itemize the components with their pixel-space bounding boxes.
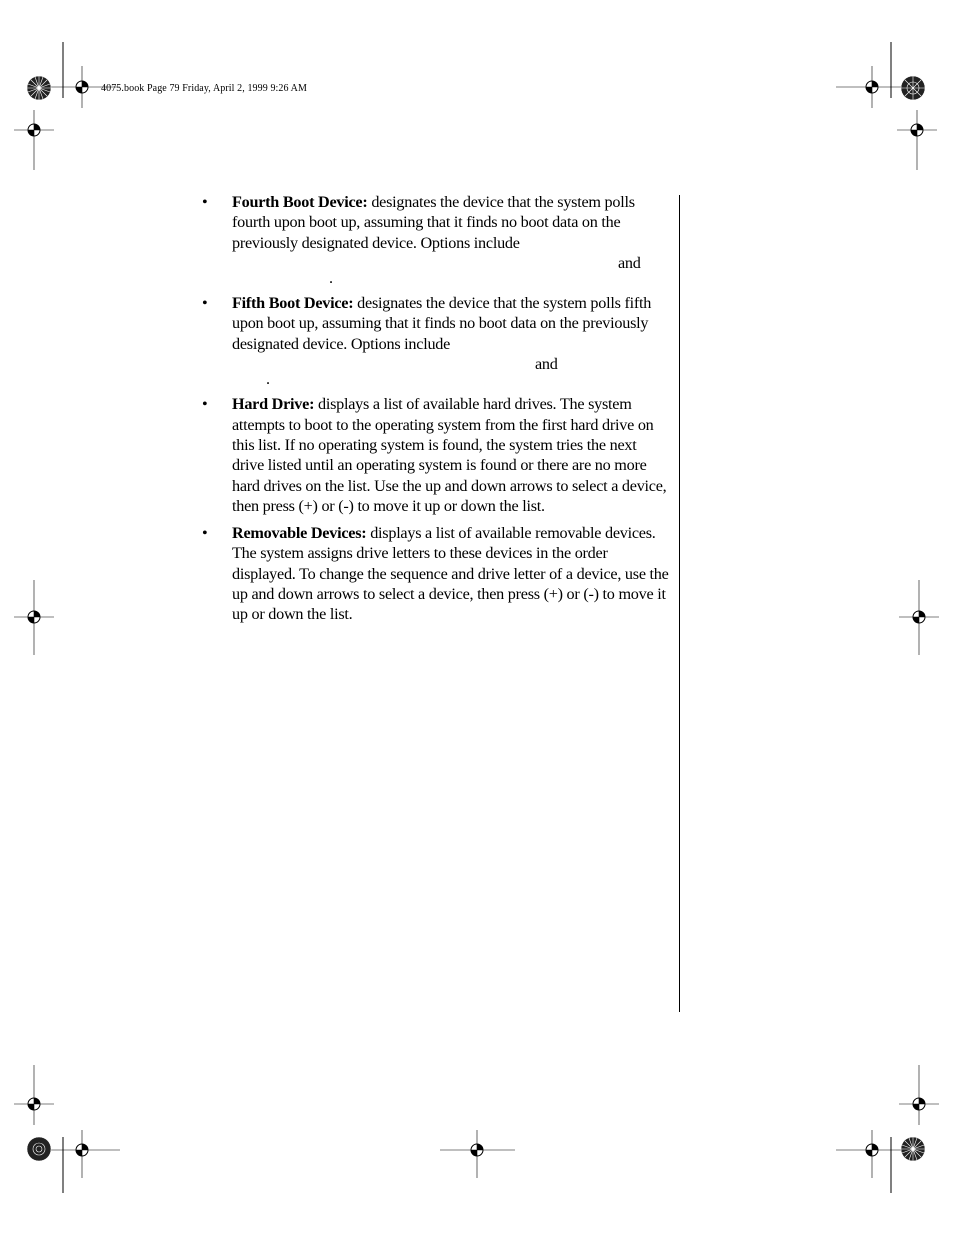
bullet-icon: • — [202, 193, 208, 211]
item-body — [232, 293, 672, 354]
list-item — [202, 394, 672, 516]
item-text: displays a list of available removable devices. The system assigns drive letters to these devices in the order displayed. To change the sequence and drive letter of a device, use the up and down arrows to select a device, then press (+) or (-) to move it up or down the list. — [232, 524, 669, 624]
item-term: Removable Devices: — [232, 524, 367, 543]
item-body — [232, 192, 672, 253]
item-trail-and: and — [618, 253, 641, 272]
item-trail-period: . — [329, 269, 333, 288]
item-term: Hard Drive: — [232, 395, 315, 414]
bullet-icon: • — [202, 395, 208, 414]
item-trail-and: and — [535, 355, 558, 374]
item-text: displays a list of available hard drives. The system attempts to boot to the operating system from the first hard drive on this list. If no operating system is found, the system tries the next drive listed until an operating system is found or there are no more hard drives on the list. Use the up and down arrows to select a device, then press (+) or (-) to move it up or down the list. — [232, 395, 667, 515]
item-text: designates the device that the system polls fifth upon boot up, assuming that it finds no boot data on the previously designated device. Options include — [232, 294, 652, 353]
page-header: 4075.book Page 79 Friday, April 2, 1999 9:26 AM — [101, 83, 307, 94]
bullet-icon: • — [202, 294, 208, 313]
bullet-list — [202, 192, 672, 632]
column-rule — [679, 195, 680, 1012]
item-body — [232, 394, 672, 516]
list-item — [202, 523, 672, 624]
item-body — [232, 523, 672, 624]
bullet-icon: • — [202, 524, 208, 543]
list-item — [202, 293, 672, 387]
item-term: Fifth Boot Device: — [232, 294, 354, 313]
item-text: designates the device that the system polls fourth upon boot up, assuming that it finds no boot data on the previously designated device. Options include — [232, 193, 635, 252]
item-term: Fourth Boot Device: — [232, 193, 368, 211]
item-trail-period: . — [266, 370, 270, 389]
list-item — [202, 192, 672, 286]
